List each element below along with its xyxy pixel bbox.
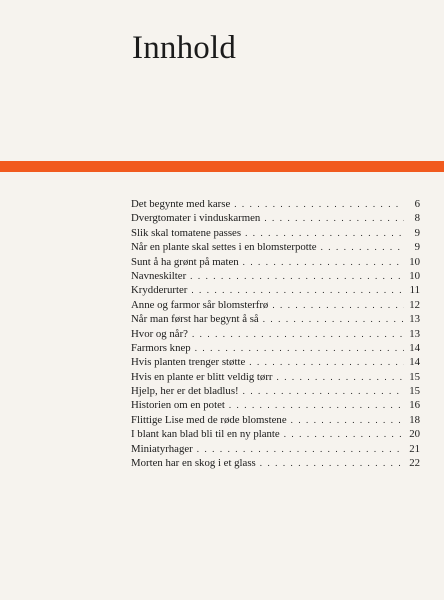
toc-entry-page: 6 bbox=[414, 198, 420, 210]
toc-entry-title: Sunt å ha grønt på maten bbox=[131, 255, 239, 268]
dot-leader bbox=[192, 327, 404, 341]
dot-leader bbox=[245, 226, 404, 240]
dot-leader bbox=[229, 398, 404, 412]
toc-entry-page: 9 bbox=[414, 226, 420, 239]
dot-leader bbox=[243, 255, 404, 269]
toc-entry-page: 21 bbox=[409, 442, 420, 455]
toc-entry-title: Farmors knep bbox=[131, 341, 191, 354]
dot-leader bbox=[321, 240, 404, 254]
toc-entry-title: Morten har en skog i et glass bbox=[131, 457, 256, 470]
dot-leader bbox=[249, 355, 404, 369]
toc-entry-page: 22 bbox=[409, 457, 420, 470]
dot-leader bbox=[197, 442, 404, 456]
dot-leader bbox=[272, 298, 404, 312]
toc-entry-title: Hvor og når? bbox=[131, 327, 188, 340]
toc-entry-page: 13 bbox=[409, 313, 420, 326]
toc-entry-page: 11 bbox=[409, 284, 420, 297]
toc-entry-title: Miniatyrhager bbox=[131, 442, 193, 455]
toc-entry bbox=[131, 255, 420, 269]
toc-entry bbox=[131, 197, 420, 211]
toc-entry-page: 9 bbox=[414, 241, 420, 254]
toc-entry bbox=[131, 269, 420, 283]
toc-entry-title: Når man først har begynt å så bbox=[131, 313, 259, 326]
toc-entry bbox=[131, 211, 420, 225]
toc-entry-title: Det begynte med karse bbox=[131, 198, 231, 210]
toc-entry-title: Hjelp, her er det bladlus! bbox=[131, 385, 239, 398]
toc-entry bbox=[131, 327, 420, 341]
dot-leader bbox=[190, 269, 404, 283]
toc-entry bbox=[131, 442, 420, 456]
toc-entry-page: 8 bbox=[414, 212, 420, 225]
toc-entry-page: 20 bbox=[409, 428, 420, 441]
toc-entry-title: Hvis en plante er blitt veldig tørr bbox=[131, 370, 273, 383]
toc-entry bbox=[131, 413, 420, 427]
toc-entry bbox=[131, 370, 420, 384]
toc-entry bbox=[131, 398, 420, 412]
table-of-contents bbox=[131, 197, 420, 470]
dot-leader bbox=[243, 384, 404, 398]
dot-leader bbox=[191, 283, 404, 297]
toc-entry bbox=[131, 226, 420, 240]
page-title: Innhold bbox=[132, 30, 237, 66]
toc-entry-title: Anne og farmor sår blomsterfrø bbox=[131, 298, 269, 311]
toc-entry-title: Slik skal tomatene passes bbox=[131, 226, 242, 239]
dot-leader bbox=[291, 413, 404, 427]
toc-entry-page: 14 bbox=[409, 341, 420, 354]
toc-entry-page: 14 bbox=[409, 356, 420, 369]
toc-entry bbox=[131, 240, 420, 254]
toc-entry-title: Dvergtomater i vinduskarmen bbox=[131, 212, 261, 225]
toc-entry-title: Hvis planten trenger støtte bbox=[131, 356, 246, 369]
toc-entry-page: 16 bbox=[409, 399, 420, 412]
toc-entry bbox=[131, 341, 420, 355]
toc-entry-page: 15 bbox=[409, 370, 420, 383]
toc-entry bbox=[131, 298, 420, 312]
toc-entry-title: Navneskilter bbox=[131, 269, 187, 282]
dot-leader bbox=[260, 456, 404, 470]
dot-leader bbox=[277, 370, 404, 384]
dot-leader bbox=[263, 312, 404, 326]
toc-entry bbox=[131, 355, 420, 369]
toc-entry bbox=[131, 427, 420, 441]
dot-leader bbox=[234, 197, 404, 211]
toc-entry-title: I blant kan blad bli til en ny plante bbox=[131, 428, 280, 441]
toc-entry-page: 12 bbox=[409, 298, 420, 311]
dot-leader bbox=[264, 211, 404, 225]
toc-entry bbox=[131, 384, 420, 398]
toc-entry-page: 15 bbox=[409, 385, 420, 398]
toc-entry-title: Når en plante skal settes i en blomsterpotte bbox=[131, 241, 317, 254]
toc-entry bbox=[131, 312, 420, 326]
toc-entry-page: 10 bbox=[409, 255, 420, 268]
dot-leader bbox=[195, 341, 404, 355]
dot-leader bbox=[284, 427, 404, 441]
toc-entry-title: Flittige Lise med de røde blomstene bbox=[131, 413, 287, 426]
toc-entry-title: Krydderurter bbox=[131, 284, 188, 297]
toc-entry-page: 10 bbox=[409, 269, 420, 282]
toc-entry-title: Historien om en potet bbox=[131, 399, 225, 412]
accent-bar bbox=[0, 161, 444, 172]
toc-entry bbox=[131, 456, 420, 470]
toc-entry bbox=[131, 283, 420, 297]
toc-entry-page: 18 bbox=[409, 413, 420, 426]
toc-entry-page: 13 bbox=[409, 327, 420, 340]
